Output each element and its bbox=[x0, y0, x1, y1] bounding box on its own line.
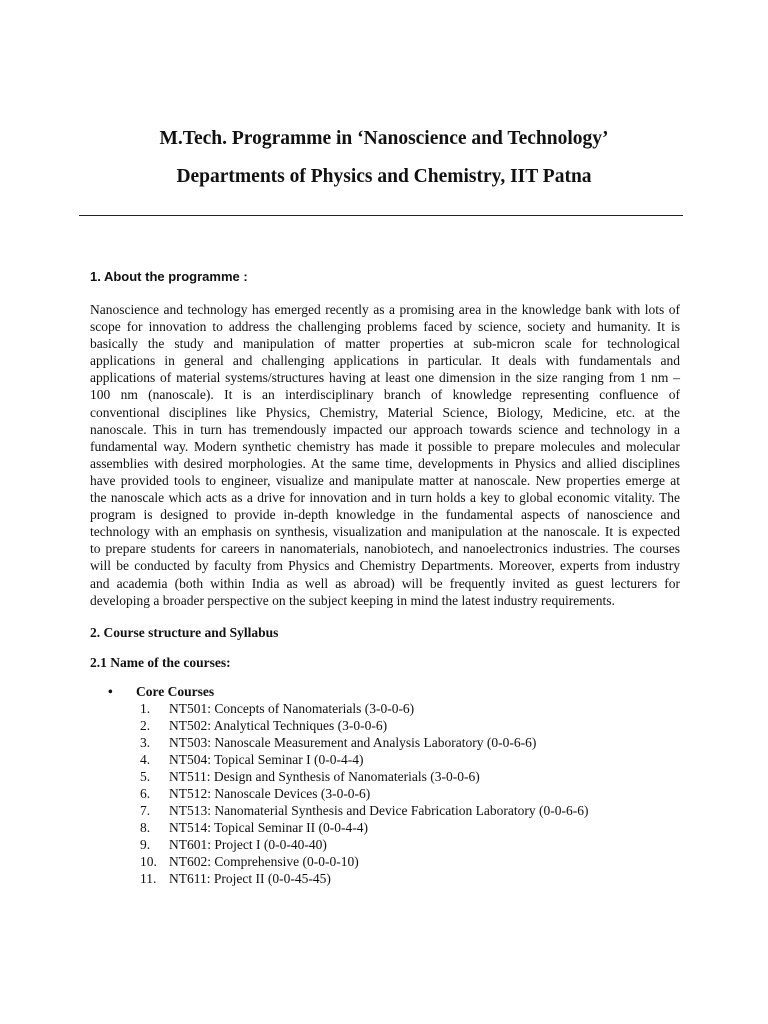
list-item bbox=[140, 853, 589, 870]
list-item-text: NT601: Project I (0-0-40-40) bbox=[169, 837, 327, 852]
about-paragraph-line: applications of material systems/structures having at least one dimension in the size ranging from 1 nm – bbox=[90, 370, 680, 386]
about-paragraph-line: program is designed to provide in-depth knowledge in the fundamental aspects of nanoscience and bbox=[90, 507, 680, 523]
list-item bbox=[140, 734, 589, 751]
list-item bbox=[140, 717, 589, 734]
course-structure-heading: 2. Course structure and Syllabus bbox=[90, 625, 279, 640]
list-item-text: NT503: Nanoscale Measurement and Analysis Laboratory (0-0-6-6) bbox=[169, 735, 537, 750]
list-item-number: 3. bbox=[140, 735, 151, 750]
about-paragraph-line: have provided tools to engineer, visualize and manipulate matter at nanoscale. New properties emerge at bbox=[90, 472, 680, 488]
page-subtitle: Departments of Physics and Chemistry, IIT Patna bbox=[176, 166, 592, 187]
list-item bbox=[140, 785, 589, 802]
about-paragraph-line: Nanoscience and technology has emerged recently as a promising area in the knowledge bank with lots of bbox=[90, 302, 680, 317]
list-item bbox=[140, 836, 589, 853]
about-paragraph bbox=[90, 301, 680, 609]
list-item bbox=[140, 768, 589, 785]
list-item-number: 5. bbox=[140, 769, 151, 784]
list-item bbox=[140, 700, 589, 717]
list-item-number: 7. bbox=[140, 803, 151, 818]
list-item-number: 9. bbox=[140, 837, 151, 852]
title-divider bbox=[79, 215, 683, 216]
list-item-number: 2. bbox=[140, 718, 151, 733]
list-item-number: 4. bbox=[140, 752, 151, 767]
about-paragraph-line: and academia (both within India as well as abroad) will be frequently invited as guest lecturers for bbox=[90, 575, 680, 591]
list-item-number: 6. bbox=[140, 786, 151, 801]
about-paragraph-line: the nanoscale which acts as a drive for innovation and in turn holds a key to global economic vitality. The bbox=[90, 490, 680, 506]
about-paragraph-line: technology with an emphasis on synthesis, visualization and manipulation at the nanoscale. It is expected bbox=[90, 524, 680, 540]
list-item bbox=[140, 870, 589, 887]
list-item-text: NT511: Design and Synthesis of Nanomaterials (3-0-0-6) bbox=[169, 769, 480, 784]
list-item-text: NT502: Analytical Techniques (3-0-0-6) bbox=[169, 718, 388, 733]
about-paragraph-line: fundamental way. Modern synthetic chemistry has made it possible to prepare molecules and molecular bbox=[90, 438, 680, 454]
list-item-text: NT514: Topical Seminar II (0-0-4-4) bbox=[169, 820, 368, 835]
about-paragraph-line: 100 nm (nanoscale). It is an interdisciplinary branch of knowledge representing confluence of bbox=[90, 387, 680, 403]
list-item-number: 8. bbox=[140, 820, 151, 835]
about-paragraph-line: applications in general and challenging applications in particular. It deals with fundamentals and bbox=[90, 353, 680, 369]
about-paragraph-line: developing a broader perspective on the subject keeping in mind the latest industry requirements. bbox=[90, 592, 615, 608]
list-item-text: NT513: Nanomaterial Synthesis and Device Fabrication Laboratory (0-0-6-6) bbox=[169, 803, 589, 818]
about-paragraph-line: conventional disciplines like Physics, Chemistry, Material Science, Biology, Medicine, etc. at the bbox=[90, 404, 680, 420]
list-item-text: NT501: Concepts of Nanomaterials (3-0-0-6) bbox=[169, 701, 415, 716]
about-paragraph-line: scope for innovation to address the challenging problems faced by science, society and humanity. It is bbox=[90, 319, 680, 335]
about-paragraph-line: nanoscale. This in turn has tremendously impacted our approach towards science and technology in a bbox=[90, 421, 680, 437]
list-item-text: NT602: Comprehensive (0-0-0-10) bbox=[169, 854, 359, 869]
list-item-text: NT611: Project II (0-0-45-45) bbox=[169, 871, 331, 886]
bullet-icon: • bbox=[108, 684, 113, 699]
core-course-list bbox=[140, 700, 589, 887]
list-item-text: NT512: Nanoscale Devices (3-0-0-6) bbox=[169, 786, 371, 801]
about-paragraph-line: to prepare students for careers in nanomaterials, nanobiotech, and nanoelectronics industries. The courses bbox=[90, 541, 680, 557]
about-paragraph-line: basically the study and manipulation of matter properties at sub-micron scale for technological bbox=[90, 336, 680, 352]
core-courses-label: Core Courses bbox=[136, 684, 215, 699]
course-names-subheading: 2.1 Name of the courses: bbox=[90, 655, 231, 670]
core-courses-bullet bbox=[108, 683, 214, 700]
list-item-text: NT504: Topical Seminar I (0-0-4-4) bbox=[169, 752, 364, 767]
list-item bbox=[140, 819, 589, 836]
list-item-number: 1. bbox=[140, 701, 151, 716]
list-item bbox=[140, 802, 589, 819]
list-item-number: 10. bbox=[140, 854, 157, 869]
about-heading: 1. About the programme : bbox=[90, 269, 248, 284]
about-paragraph-line: assemblies with desired morphologies. At the same time, developments in Physics and allied disciplines bbox=[90, 455, 680, 471]
page-title: M.Tech. Programme in ‘Nanoscience and Technology’ bbox=[159, 128, 609, 149]
list-item-number: 11. bbox=[140, 871, 157, 886]
list-item bbox=[140, 751, 589, 768]
about-paragraph-line: will be conducted by faculty from Physics and Chemistry Departments. Moreover, experts from industry bbox=[90, 558, 680, 574]
